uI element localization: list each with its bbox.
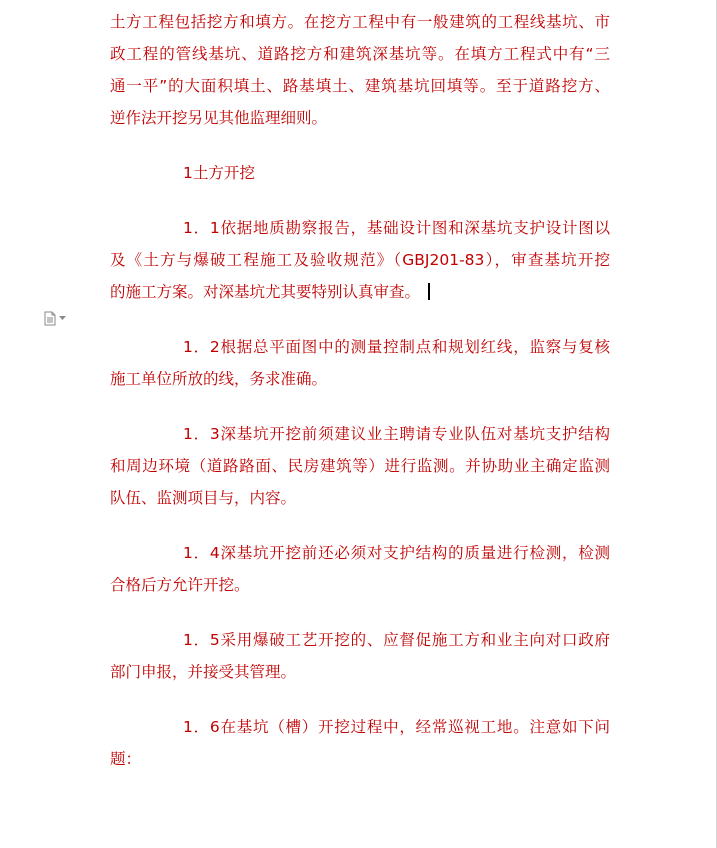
list-item: [110, 537, 610, 601]
text-line: 1．1依据地质勘察报告，基础设计图和深基坑支护设计图以: [183, 219, 610, 237]
list-item: [110, 331, 610, 395]
text-line: 1．6在基坑（槽）开挖过程中，经常巡视工地。注意如下问: [183, 718, 610, 736]
text-line: 及《土方与爆破工程施工及验收规范》（GBJ201-83），审查基坑开挖: [110, 251, 610, 269]
text-line: 1．3深基坑开挖前须建议业主聘请专业队伍对基坑支护结构: [183, 425, 610, 443]
section-heading: 1土方开挖: [183, 164, 255, 182]
document-icon: [44, 311, 56, 326]
list-item: [110, 212, 610, 308]
text-line: 政工程的管线基坑、道路挖方和建筑深基坑等。在填方工程式中有“三: [110, 45, 610, 63]
text-line: [110, 276, 610, 308]
text-line: 施工单位所放的线，务求准确。: [110, 370, 328, 388]
list-item: [110, 418, 610, 514]
text-line: 1．2根据总平面图中的测量控制点和规划红线，监察与复核: [183, 338, 610, 356]
text-line: 队伍、监测项目与，内容。: [110, 489, 297, 507]
text-line: 合格后方允许开挖。: [110, 576, 250, 594]
text-line: 部门申报，并接受其管理。: [110, 663, 297, 681]
text-line: 1．5采用爆破工艺开挖的、应督促施工方和业主向对口政府: [183, 631, 610, 649]
text-line-content: 的施工方案。对深基坑尤其要特别认真审查。: [110, 283, 421, 301]
text-line: 和周边环境（道路路面、民房建筑等）进行监测。并协助业主确定监测: [110, 457, 610, 475]
intro-paragraph: [110, 6, 610, 134]
text-line: 通一平”的大面积填土、路基填土、建筑基坑回填等。至于道路挖方、: [110, 77, 610, 95]
caret-down-icon: [59, 316, 66, 321]
list-item: [110, 624, 610, 688]
paragraph-handle[interactable]: [44, 310, 76, 326]
text-line: 1．4深基坑开挖前还必须对支护结构的质量进行检测，检测: [183, 544, 610, 562]
text-line: 题：: [110, 750, 142, 768]
text-line: 逆作法开挖另见其他监理细则。: [110, 109, 328, 127]
document-body[interactable]: [110, 6, 610, 775]
text-cursor: [428, 283, 430, 300]
text-line: 土方工程包括挖方和填方。在挖方工程中有一般建筑的工程线基坑、市: [110, 13, 610, 31]
list-item: [110, 711, 610, 775]
